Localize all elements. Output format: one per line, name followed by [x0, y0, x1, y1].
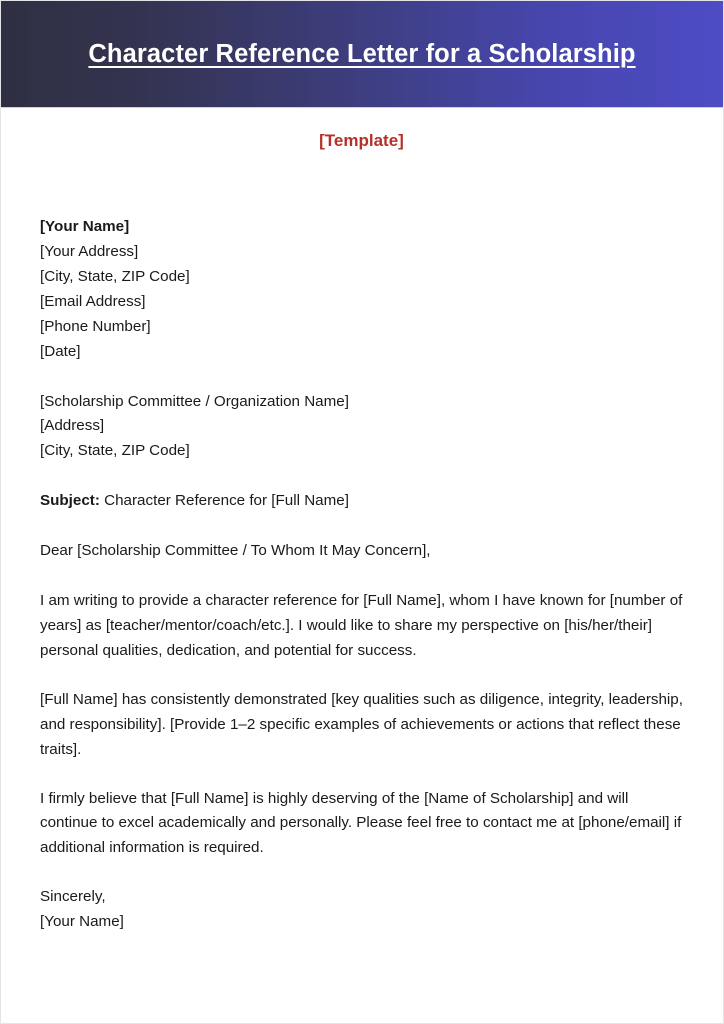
recipient-city-state-zip: [City, State, ZIP Code]: [40, 442, 190, 460]
signature-name: [Your Name]: [40, 913, 124, 931]
recipient-address-block: [40, 390, 683, 465]
spacer-after-subject: [40, 514, 683, 539]
body-paragraph-2: [Full Name] has consistently demonstrated [key qualities such as diligence, integrity, leadership, and responsibility]. [Provide 1–2 specific examples of achievements or actions that reflect these traits].: [40, 690, 683, 758]
spacer-after-salutation: [40, 564, 683, 589]
document-body: [1, 108, 723, 935]
spacer-before-closing: [40, 861, 683, 885]
subject-label: Subject:: [40, 492, 100, 510]
closing-block: [40, 885, 683, 935]
sender-phone: [Phone Number]: [40, 317, 151, 335]
recipient-organization: [Scholarship Committee / Organization Name]: [40, 392, 349, 410]
subject-line: [40, 489, 683, 514]
subject-value: Character Reference for [Full Name]: [99, 492, 349, 510]
document-header-banner: [1, 1, 723, 108]
sender-city-state-zip: [City, State, ZIP Code]: [40, 267, 190, 285]
recipient-address: [Address]: [40, 417, 105, 435]
sender-name: [Your Name]: [40, 218, 130, 236]
valediction: Sincerely,: [40, 888, 106, 906]
spacer-after-sender: [40, 365, 683, 390]
spacer-between-paragraphs-1: [40, 664, 683, 688]
sender-date: [Date]: [40, 342, 81, 360]
sender-address-block: [40, 215, 683, 364]
sender-street-address: [Your Address]: [40, 243, 139, 260]
sender-email: [Email Address]: [40, 292, 146, 310]
spacer-after-recipient: [40, 464, 683, 489]
page-title: Character Reference Letter for a Scholarship: [88, 39, 636, 68]
spacer-before-sender: [40, 152, 683, 215]
spacer-between-paragraphs-2: [40, 763, 683, 787]
body-paragraph-3: I firmly believe that [Full Name] is highly deserving of the [Name of Scholarship] and will continue to excel academically and personally. Please feel free to contact me at [phone/email] if additional information is required.: [40, 789, 682, 857]
template-label: [Template]: [319, 131, 404, 150]
body-paragraph-1: I am writing to provide a character reference for [Full Name], whom I have known for [number of years] as [teacher/mentor/coach/etc.]. I would like to share my perspective on [his/her/their] personal qualities, dedication, and potential for success.: [40, 592, 683, 659]
salutation: Dear [Scholarship Committee / To Whom It May Concern],: [40, 542, 431, 560]
